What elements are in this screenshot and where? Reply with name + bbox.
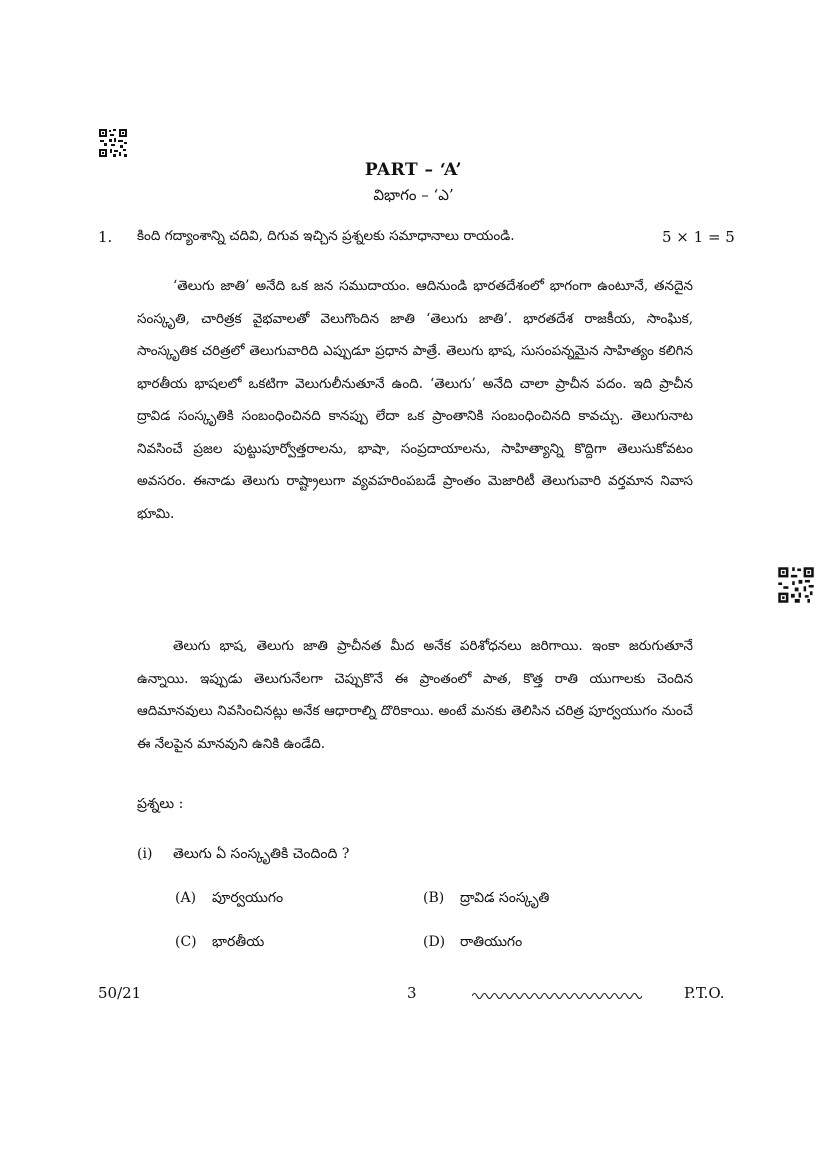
option-label: (B) <box>423 890 445 906</box>
passage-paragraph-1-text: ‘తెలుగు జాతి’ అనేది ఒక జన సముదాయం. ఆదినుండి భారతదేశంలో భాగంగా ఉంటూనే, తనదైన సంస్కృతి, చారిత్రక వైభవాలతో వెలుగొందిన జాతి ‘తెలుగు జాతి’. భారతదేశ రాజకీయ, సాంఘిక, సాంస్కృతిక చరిత్రలో తెలుగువారిది ఎప్పుడూ ప్రధాన పాత్రే. తెలుగు భాష, సుసంపన్నమైన సాహిత్యం కలిగిన భారతీయ భాషలలో ఒకటిగా వెలుగులీనుతూనే ఉంది. ‘తెలుగు’ అనేది చాలా ప్రాచీన పదం. ఇది ప్రాచీన ద్రావిడ సంస్కృతికి సంబంధించినది కానప్పు లేదా ఒక ప్రాంతానికి సంబంధించినది కావచ్చు. తెలుగునాట నివసించే ప్రజల పుట్టుపూర్వోత్తరాలను, భాషా, సంప్రదాయాలను, సాహిత్యాన్ని కొద్దిగా తెలుసుకోవటం అవసరం. ఈనాడు తెలుగు రాష్ట్రాలుగా వ్యవహరింపబడే ప్రాంతం మెజారిటీ తెలుగువారి వర్తమాన నివాస భూమి. <box>137 278 693 522</box>
option-label: (D) <box>423 934 446 950</box>
part-subtitle: విభాగం – ‘ఎ’ <box>373 186 454 204</box>
part-title: PART – ‘A’ <box>364 160 463 180</box>
option-label: (C) <box>175 934 197 950</box>
sub-question-number: (i) <box>137 846 153 862</box>
option-text: భారతీయ <box>212 934 265 950</box>
passage-paragraph <box>137 270 693 530</box>
page-number: 3 <box>407 984 417 1002</box>
question-number: 1. <box>98 228 113 246</box>
option-label: (A) <box>175 890 197 906</box>
option-text: పూర్వయుగం <box>212 890 284 906</box>
paper-code: 50/21 <box>98 984 142 1002</box>
pto-label: P.T.O. <box>684 984 725 1002</box>
qr-code-icon <box>98 128 128 158</box>
option-b <box>423 890 549 909</box>
qr-code-icon <box>777 566 815 604</box>
option-a <box>175 890 283 909</box>
question-instruction: కింది గద్యాంశాన్ని చదివి, దిగువ ఇచ్చిన ప్రశ్నలకు సమాధానాలు రాయండి. <box>137 228 515 244</box>
question-marks: 5 × 1 = 5 <box>662 228 735 246</box>
sub-question <box>137 846 349 865</box>
sub-question-text: తెలుగు ఏ సంస్కృతికి చెందింది ? <box>173 846 350 862</box>
wavy-line-divider <box>472 990 642 1002</box>
questions-label: ప్రశ్నలు : <box>137 796 184 812</box>
option-d <box>423 934 522 953</box>
passage-paragraph-2-text: తెలుగు భాష, తెలుగు జాతి ప్రాచీనత మీద అనేక పరిశోధనలు జరిగాయి. ఇంకా జరుగుతూనే ఉన్నాయి. ఇప్పుడు తెలుగునేలగా చెప్పుకొనే ఈ ప్రాంతంలో పాత, కొత్త రాతి యుగాలకు చెందిన ఆదిమానవులు నివసించినట్లు అనేక ఆధారాల్ని దొరికాయి. అంటే మనకు తెలిసిన చరిత్ర పూర్వయుగం నుంచే ఈ నేలపైన మానవుని ఉనికి ఉండేది. <box>137 638 693 752</box>
option-c <box>175 934 264 953</box>
option-text: రాతియుగం <box>460 934 523 950</box>
passage-paragraph <box>137 630 693 760</box>
option-text: ద్రావిడ సంస్కృతి <box>460 890 550 906</box>
